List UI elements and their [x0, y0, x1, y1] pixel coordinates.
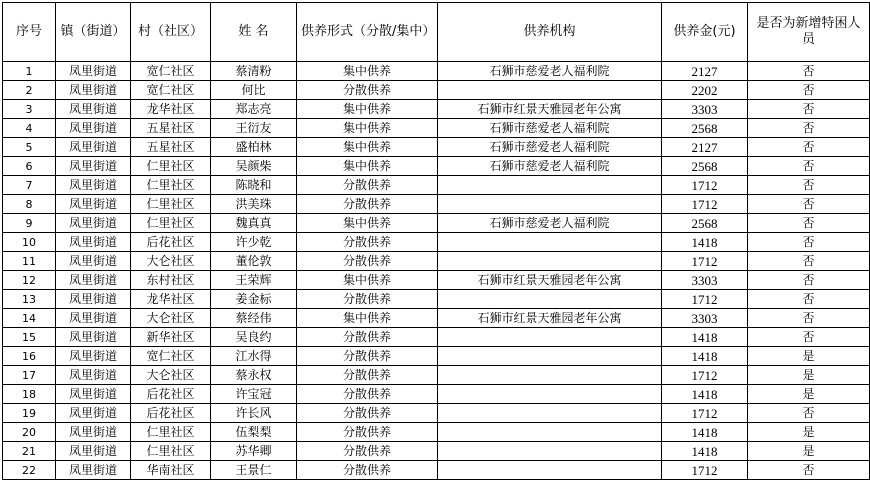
cell-form: 集中供养 [297, 157, 438, 176]
table-row [3, 366, 870, 385]
cell-community: 宽仁社区 [131, 62, 211, 81]
cell-name: 郑志亮 [211, 100, 297, 119]
cell-amount: 1712 [662, 252, 748, 271]
cell-is-new: 否 [748, 252, 870, 271]
cell-town: 凤里街道 [56, 138, 131, 157]
cell-no: 13 [3, 290, 56, 309]
cell-name: 江水得 [211, 347, 297, 366]
cell-name: 蔡经伟 [211, 309, 297, 328]
table-row [3, 100, 870, 119]
cell-community: 后花社区 [131, 385, 211, 404]
cell-name: 苏华卿 [211, 442, 297, 461]
cell-town: 凤里街道 [56, 347, 131, 366]
cell-institution: 石狮市红景天雅园老年公寓 [438, 309, 662, 328]
cell-is-new: 否 [748, 81, 870, 100]
cell-name: 伍梨梨 [211, 423, 297, 442]
table-row [3, 347, 870, 366]
cell-is-new: 是 [748, 423, 870, 442]
table-row [3, 176, 870, 195]
cell-institution [438, 252, 662, 271]
cell-amount: 1712 [662, 366, 748, 385]
cell-town: 凤里街道 [56, 62, 131, 81]
cell-town: 凤里街道 [56, 233, 131, 252]
cell-no: 1 [3, 62, 56, 81]
cell-amount: 2127 [662, 62, 748, 81]
column-header-community: 村（社区） [131, 3, 211, 62]
cell-form: 集中供养 [297, 100, 438, 119]
cell-town: 凤里街道 [56, 404, 131, 423]
table-row [3, 423, 870, 442]
table-row [3, 442, 870, 461]
table-row [3, 252, 870, 271]
cell-no: 17 [3, 366, 56, 385]
cell-institution: 石狮市慈爱老人福利院 [438, 214, 662, 233]
cell-is-new: 否 [748, 176, 870, 195]
table-row [3, 138, 870, 157]
table-row [3, 214, 870, 233]
cell-institution [438, 404, 662, 423]
cell-name: 盛柏林 [211, 138, 297, 157]
table-row [3, 290, 870, 309]
cell-institution [438, 290, 662, 309]
cell-form: 分散供养 [297, 366, 438, 385]
cell-form: 集中供养 [297, 271, 438, 290]
cell-name: 姜金标 [211, 290, 297, 309]
cell-town: 凤里街道 [56, 423, 131, 442]
cell-no: 5 [3, 138, 56, 157]
table-body [3, 62, 870, 480]
table-row [3, 119, 870, 138]
cell-name: 陈晓和 [211, 176, 297, 195]
cell-community: 仁里社区 [131, 442, 211, 461]
cell-community: 后花社区 [131, 233, 211, 252]
cell-town: 凤里街道 [56, 271, 131, 290]
table-row [3, 309, 870, 328]
cell-name: 吴良约 [211, 328, 297, 347]
cell-institution [438, 423, 662, 442]
cell-form: 集中供养 [297, 119, 438, 138]
cell-form: 分散供养 [297, 347, 438, 366]
cell-is-new: 否 [748, 290, 870, 309]
cell-no: 20 [3, 423, 56, 442]
cell-town: 凤里街道 [56, 195, 131, 214]
cell-is-new: 否 [748, 271, 870, 290]
table-row [3, 195, 870, 214]
cell-amount: 1418 [662, 328, 748, 347]
cell-form: 集中供养 [297, 309, 438, 328]
cell-community: 仁里社区 [131, 423, 211, 442]
cell-form: 分散供养 [297, 81, 438, 100]
cell-is-new: 否 [748, 62, 870, 81]
table-header-row [3, 3, 870, 62]
cell-town: 凤里街道 [56, 100, 131, 119]
column-header-name: 姓 名 [211, 3, 297, 62]
cell-community: 宽仁社区 [131, 81, 211, 100]
cell-amount: 1418 [662, 423, 748, 442]
cell-is-new: 否 [748, 195, 870, 214]
cell-amount: 1712 [662, 176, 748, 195]
cell-form: 分散供养 [297, 404, 438, 423]
cell-institution [438, 176, 662, 195]
cell-no: 9 [3, 214, 56, 233]
cell-name: 王衍友 [211, 119, 297, 138]
cell-institution [438, 233, 662, 252]
table-row [3, 404, 870, 423]
cell-name: 魏真真 [211, 214, 297, 233]
column-header-town: 镇（街道） [56, 3, 131, 62]
column-header-no: 序号 [3, 3, 56, 62]
cell-community: 大仑社区 [131, 309, 211, 328]
cell-form: 分散供养 [297, 176, 438, 195]
cell-form: 分散供养 [297, 423, 438, 442]
cell-community: 大仑社区 [131, 252, 211, 271]
cell-community: 华南社区 [131, 461, 211, 480]
cell-no: 12 [3, 271, 56, 290]
cell-community: 仁里社区 [131, 176, 211, 195]
cell-form: 集中供养 [297, 62, 438, 81]
cell-town: 凤里街道 [56, 328, 131, 347]
cell-form: 分散供养 [297, 252, 438, 271]
cell-town: 凤里街道 [56, 442, 131, 461]
cell-name: 王荣辉 [211, 271, 297, 290]
table-row [3, 81, 870, 100]
cell-is-new: 否 [748, 233, 870, 252]
cell-community: 龙华社区 [131, 290, 211, 309]
cell-institution [438, 328, 662, 347]
cell-form: 分散供养 [297, 328, 438, 347]
cell-community: 仁里社区 [131, 195, 211, 214]
cell-name: 许宝冠 [211, 385, 297, 404]
cell-is-new: 是 [748, 347, 870, 366]
cell-town: 凤里街道 [56, 309, 131, 328]
cell-community: 仁里社区 [131, 214, 211, 233]
cell-no: 22 [3, 461, 56, 480]
cell-institution [438, 347, 662, 366]
column-header-institution: 供养机构 [438, 3, 662, 62]
cell-form: 分散供养 [297, 233, 438, 252]
table-row [3, 328, 870, 347]
cell-amount: 1418 [662, 347, 748, 366]
table-row [3, 233, 870, 252]
cell-form: 分散供养 [297, 290, 438, 309]
cell-community: 龙华社区 [131, 100, 211, 119]
cell-amount: 2568 [662, 214, 748, 233]
cell-name: 许少乾 [211, 233, 297, 252]
cell-community: 仁里社区 [131, 157, 211, 176]
support-recipients-table [2, 2, 870, 480]
cell-is-new: 否 [748, 157, 870, 176]
table-row [3, 62, 870, 81]
cell-is-new: 否 [748, 309, 870, 328]
cell-is-new: 否 [748, 138, 870, 157]
cell-is-new: 否 [748, 328, 870, 347]
cell-town: 凤里街道 [56, 214, 131, 233]
cell-community: 五星社区 [131, 119, 211, 138]
cell-no: 19 [3, 404, 56, 423]
cell-institution [438, 81, 662, 100]
cell-is-new: 否 [748, 461, 870, 480]
support-list-sheet [2, 2, 870, 480]
cell-no: 10 [3, 233, 56, 252]
cell-name: 董伦敦 [211, 252, 297, 271]
cell-no: 4 [3, 119, 56, 138]
cell-is-new: 是 [748, 366, 870, 385]
cell-community: 新华社区 [131, 328, 211, 347]
cell-no: 16 [3, 347, 56, 366]
cell-no: 7 [3, 176, 56, 195]
cell-no: 21 [3, 442, 56, 461]
cell-town: 凤里街道 [56, 81, 131, 100]
cell-amount: 2202 [662, 81, 748, 100]
cell-community: 宽仁社区 [131, 347, 211, 366]
cell-form: 集中供养 [297, 214, 438, 233]
table-row [3, 385, 870, 404]
cell-is-new: 是 [748, 385, 870, 404]
cell-name: 蔡清粉 [211, 62, 297, 81]
cell-amount: 2568 [662, 119, 748, 138]
column-header-is-new: 是否为新增特困人员 [748, 3, 870, 62]
cell-no: 3 [3, 100, 56, 119]
cell-community: 后花社区 [131, 404, 211, 423]
cell-is-new: 否 [748, 119, 870, 138]
cell-no: 14 [3, 309, 56, 328]
cell-form: 分散供养 [297, 461, 438, 480]
cell-form: 分散供养 [297, 385, 438, 404]
cell-amount: 2568 [662, 157, 748, 176]
cell-community: 大仑社区 [131, 366, 211, 385]
cell-amount: 3303 [662, 100, 748, 119]
cell-town: 凤里街道 [56, 385, 131, 404]
cell-form: 分散供养 [297, 195, 438, 214]
cell-no: 2 [3, 81, 56, 100]
cell-amount: 3303 [662, 309, 748, 328]
cell-institution: 石狮市慈爱老人福利院 [438, 157, 662, 176]
cell-no: 18 [3, 385, 56, 404]
cell-institution [438, 385, 662, 404]
cell-institution [438, 366, 662, 385]
cell-is-new: 否 [748, 100, 870, 119]
cell-town: 凤里街道 [56, 176, 131, 195]
cell-town: 凤里街道 [56, 157, 131, 176]
cell-name: 洪美珠 [211, 195, 297, 214]
table-row [3, 157, 870, 176]
cell-institution: 石狮市慈爱老人福利院 [438, 62, 662, 81]
cell-town: 凤里街道 [56, 366, 131, 385]
cell-no: 11 [3, 252, 56, 271]
cell-community: 五星社区 [131, 138, 211, 157]
table-header [3, 3, 870, 62]
cell-name: 许长风 [211, 404, 297, 423]
cell-town: 凤里街道 [56, 461, 131, 480]
cell-town: 凤里街道 [56, 252, 131, 271]
cell-name: 何比 [211, 81, 297, 100]
cell-institution: 石狮市红景天雅园老年公寓 [438, 271, 662, 290]
cell-no: 8 [3, 195, 56, 214]
cell-institution [438, 442, 662, 461]
column-header-amount: 供养金(元) [662, 3, 748, 62]
cell-no: 15 [3, 328, 56, 347]
table-row [3, 461, 870, 480]
cell-institution [438, 195, 662, 214]
cell-town: 凤里街道 [56, 119, 131, 138]
cell-institution: 石狮市慈爱老人福利院 [438, 138, 662, 157]
cell-form: 分散供养 [297, 442, 438, 461]
cell-amount: 2127 [662, 138, 748, 157]
cell-name: 王景仁 [211, 461, 297, 480]
cell-amount: 1712 [662, 404, 748, 423]
cell-form: 集中供养 [297, 138, 438, 157]
cell-community: 东村社区 [131, 271, 211, 290]
cell-institution: 石狮市红景天雅园老年公寓 [438, 100, 662, 119]
cell-amount: 1418 [662, 233, 748, 252]
cell-is-new: 否 [748, 214, 870, 233]
cell-amount: 1418 [662, 385, 748, 404]
cell-institution: 石狮市慈爱老人福利院 [438, 119, 662, 138]
cell-amount: 1712 [662, 195, 748, 214]
table-row [3, 271, 870, 290]
cell-no: 6 [3, 157, 56, 176]
cell-amount: 1712 [662, 461, 748, 480]
column-header-form: 供养形式（分散/集中） [297, 3, 438, 62]
cell-institution [438, 461, 662, 480]
cell-is-new: 是 [748, 442, 870, 461]
cell-amount: 1418 [662, 442, 748, 461]
cell-town: 凤里街道 [56, 290, 131, 309]
cell-is-new: 否 [748, 404, 870, 423]
cell-name: 蔡永权 [211, 366, 297, 385]
cell-name: 吴颜柴 [211, 157, 297, 176]
cell-amount: 1712 [662, 290, 748, 309]
cell-amount: 3303 [662, 271, 748, 290]
